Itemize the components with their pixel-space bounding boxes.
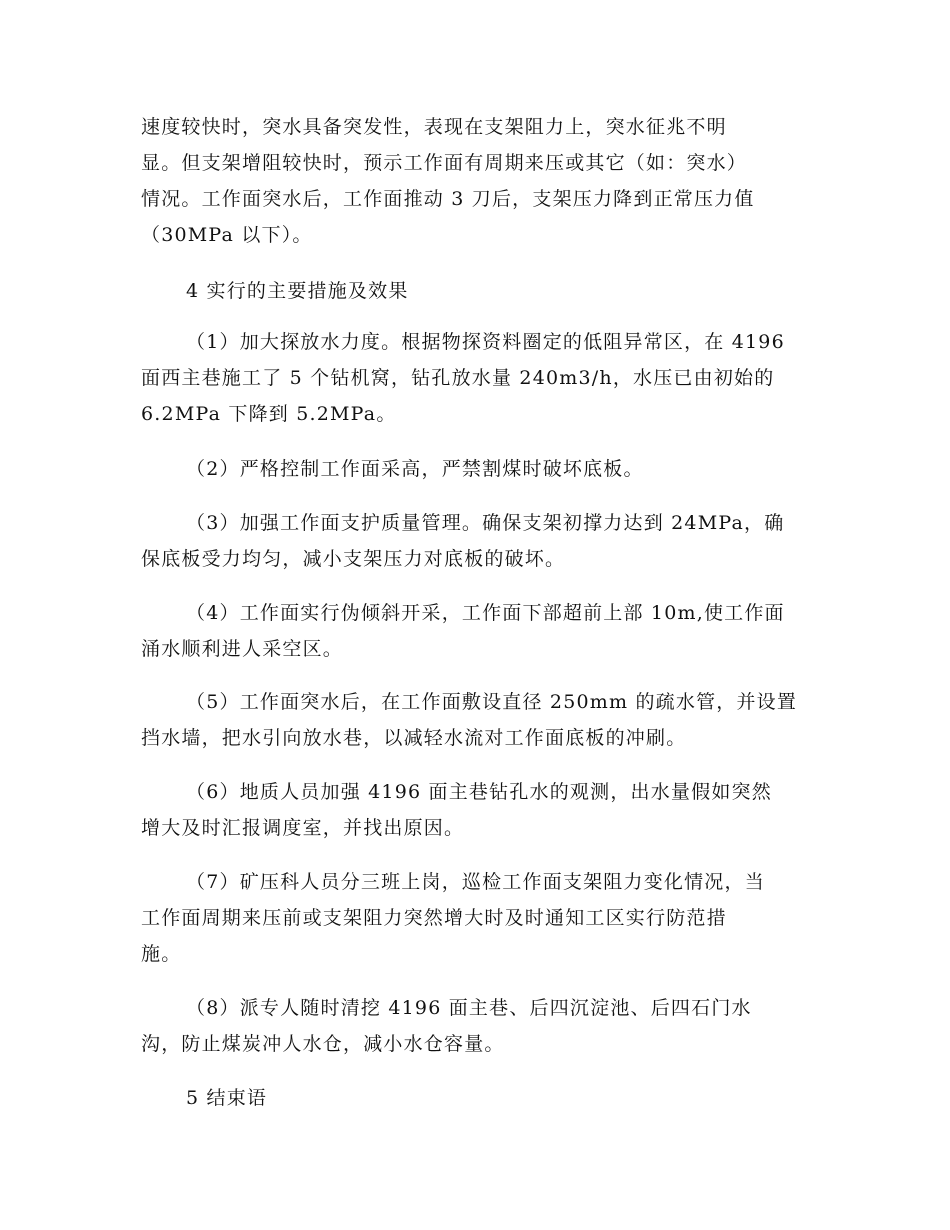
heading-text: 4 实行的主要措施及效果 [186, 280, 409, 302]
text-line: 挡水墙，把水引向放水巷，以减轻水流对工作面底板的冲刷。 [141, 727, 687, 749]
text-line: 面西主巷施工了 5 个钻机窝，钻孔放水量 240m3/h，水压已由初始的 [141, 367, 775, 389]
text-line: 显。但支架增阻较快时，预示工作面有周期来压或其它（如：突水） [141, 152, 748, 174]
text-line: （4）工作面实行伪倾斜开采，工作面下部超前上部 10m,使工作面 [186, 602, 785, 624]
paragraph-water-inrush-characteristics [141, 109, 821, 253]
section-heading-5 [141, 1080, 866, 1116]
text-line: （2）严格控制工作面采高，严禁割煤时破坏底板。 [186, 458, 644, 480]
text-line: 保底板受力均匀，减小支架压力对底板的破坏。 [141, 548, 566, 570]
paragraph-measure-2 [141, 451, 866, 487]
paragraph-measure-7 [141, 864, 821, 972]
text-line: （5）工作面突水后，在工作面敷设直径 250mm 的疏水管，并设置 [186, 691, 798, 713]
text-line: 情况。工作面突水后，工作面推动 3 刀后，支架压力降到正常压力值 [141, 188, 755, 210]
text-line: 施。 [141, 943, 182, 965]
text-line: （3）加强工作面支护质量管理。确保支架初撑力达到 24MPa，确 [186, 512, 785, 534]
text-line: （1）加大探放水力度。根据物探资料圈定的低阻异常区，在 4196 [186, 331, 785, 353]
paragraph-measure-5 [141, 684, 821, 756]
heading-text: 5 结束语 [186, 1087, 268, 1109]
text-line: 增大及时汇报调度室，并找出原因。 [141, 817, 465, 839]
text-line: （7）矿压科人员分三班上岗，巡检工作面支架阻力变化情况，当 [186, 871, 765, 893]
text-line: 速度较快时，突水具备突发性，表现在支架阻力上，突水征兆不明 [141, 116, 727, 138]
paragraph-measure-1 [141, 324, 821, 432]
text-line: 工作面周期来压前或支架阻力突然增大时及时通知工区实行防范措 [141, 907, 727, 929]
paragraph-measure-4 [141, 595, 821, 667]
text-line: （6）地质人员加强 4196 面主巷钻孔水的观测，出水量假如突然 [186, 781, 772, 803]
text-line: 涌水顺利进人采空区。 [141, 638, 344, 660]
text-line: 6.2MPa 下降到 5.2MPa。 [141, 403, 397, 425]
section-heading-4 [141, 273, 866, 309]
text-line: （8）派专人随时清挖 4196 面主巷、后四沉淀池、后四石门水 [186, 997, 752, 1019]
text-line: 沟，防止煤炭冲人水仓，减小水仓容量。 [141, 1033, 505, 1055]
paragraph-measure-3 [141, 505, 821, 577]
paragraph-measure-6 [141, 774, 821, 846]
text-line: （30MPa 以下）。 [141, 224, 313, 246]
paragraph-measure-8 [141, 990, 821, 1062]
